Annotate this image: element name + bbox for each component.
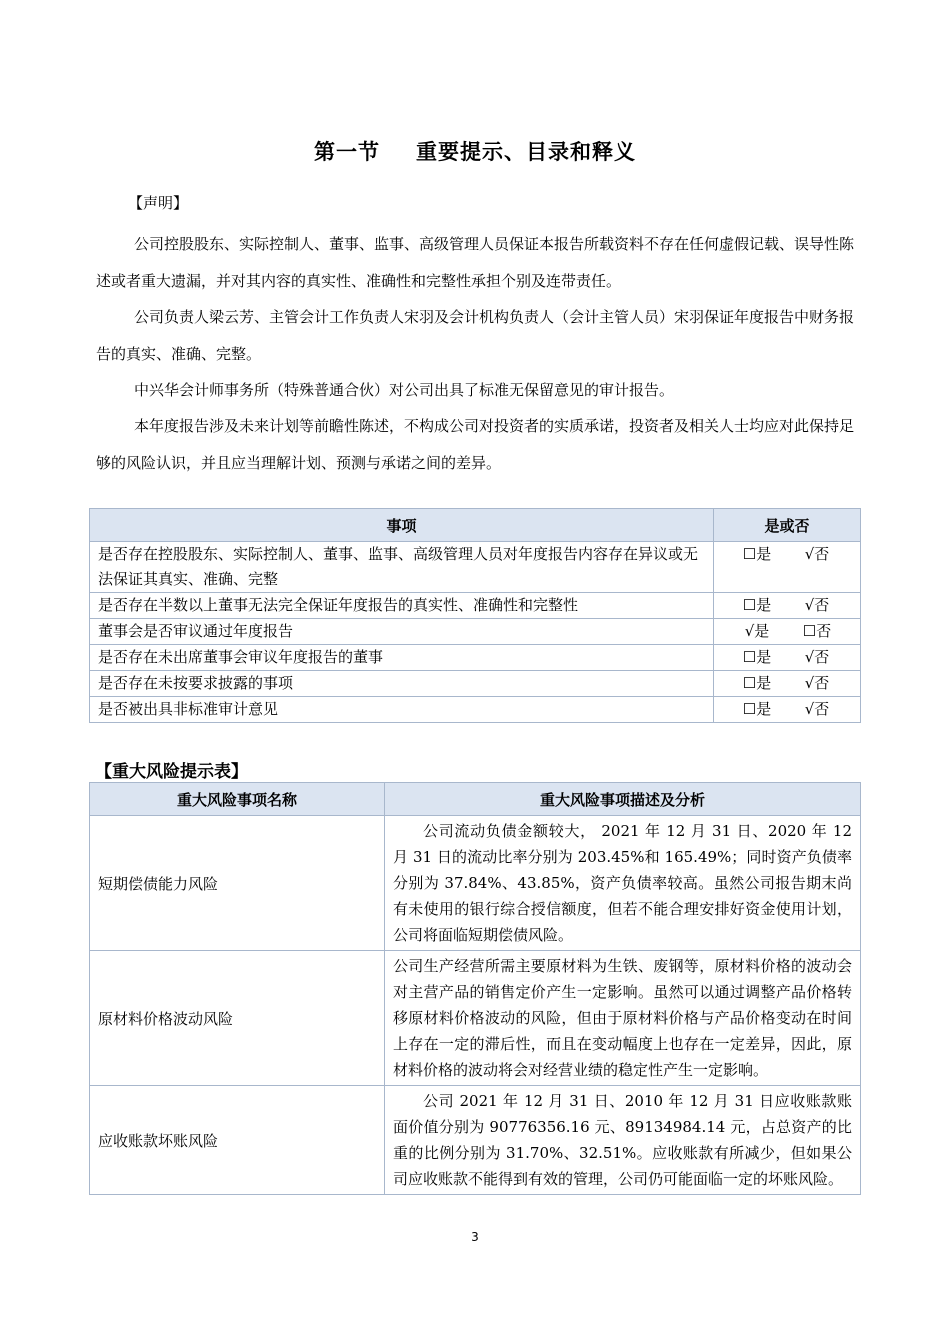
declaration-item: 是否存在未出席董事会审议年度报告的董事	[90, 645, 714, 671]
table-row	[90, 593, 861, 619]
header-risk-name: 重大风险事项名称	[90, 783, 385, 816]
no-checkbox: ☐否	[802, 622, 832, 640]
no-checkbox: √否	[804, 545, 830, 563]
declaration-item: 董事会是否审议通过年度报告	[90, 619, 714, 645]
statement-paragraph-3: 中兴华会计师事务所（特殊普通合伙）对公司出具了标准无保留意见的审计报告。	[134, 381, 675, 399]
table-row	[90, 951, 861, 1086]
no-checkbox: √否	[804, 648, 830, 666]
declaration-answer	[714, 619, 861, 645]
declaration-table	[89, 508, 861, 723]
header-risk-description: 重大风险事项描述及分析	[385, 783, 861, 816]
table-row	[90, 1086, 861, 1195]
risk-description: 公司 2021 年 12 月 31 日、2010 年 12 月 31 日应收账款账面价值分别为 90776356.16 元、89134984.14 元，占总资产的比重的比例分别为 31.70%、32.51%。应收账款有所减少，但如果公司应收账款不能得到有效的管理，公司仍可能面临一定的坏账风险。	[385, 1086, 861, 1195]
yes-checkbox: ☐是	[742, 648, 772, 666]
table-row	[90, 645, 861, 671]
risk-table	[89, 782, 861, 1195]
table-row	[90, 697, 861, 723]
no-checkbox: √否	[804, 700, 830, 718]
header-item: 事项	[90, 509, 714, 542]
risk-header-row	[90, 783, 861, 816]
table-row	[90, 619, 861, 645]
statement-heading: 【声明】	[128, 194, 189, 212]
yes-checkbox: ☐是	[742, 596, 772, 614]
yes-checkbox: ☐是	[742, 674, 772, 692]
section-number: 第一节	[314, 140, 380, 164]
table-row	[90, 816, 861, 951]
statement-paragraph-2: 公司负责人梁云芳、主管会计工作负责人宋羽及会计机构负责人（会计主管人员）宋羽保证年度报告中财务报告的真实、准确、完整。	[96, 308, 855, 363]
section-title: 重要提示、目录和释义	[416, 140, 636, 164]
declaration-item: 是否被出具非标准审计意见	[90, 697, 714, 723]
no-checkbox: √否	[804, 596, 830, 614]
statement-paragraph-4: 本年度报告涉及未来计划等前瞻性陈述，不构成公司对投资者的实质承诺，投资者及相关人士均应对此保持足够的风险认识，并且应当理解计划、预测与承诺之间的差异。	[96, 417, 855, 472]
declaration-answer	[714, 542, 861, 593]
page-title	[0, 136, 950, 166]
risk-description: 公司生产经营所需主要原材料为生铁、废钢等，原材料价格的波动会对主营产品的销售定价产生一定影响。虽然可以通过调整产品价格转移原材料价格波动的风险，但由于原材料价格与产品价格变动在时间上存在一定的滞后性，而且在变动幅度上也存在一定差异，因此，原材料价格的波动将会对经营业绩的稳定性产生一定影响。	[385, 951, 861, 1086]
risk-name: 应收账款坏账风险	[90, 1086, 385, 1195]
declaration-item: 是否存在半数以上董事无法完全保证年度报告的真实性、准确性和完整性	[90, 593, 714, 619]
risk-name: 原材料价格波动风险	[90, 951, 385, 1086]
declaration-item: 是否存在控股股东、实际控制人、董事、监事、高级管理人员对年度报告内容存在异议或无法保证其真实、准确、完整	[90, 542, 714, 593]
table-row	[90, 671, 861, 697]
declaration-answer	[714, 671, 861, 697]
statement-paragraph-1: 公司控股股东、实际控制人、董事、监事、高级管理人员保证本报告所载资料不存在任何虚假记载、误导性陈述或者重大遗漏，并对其内容的真实性、准确性和完整性承担个别及连带责任。	[96, 235, 855, 290]
risk-description: 公司流动负债金额较大， 2021 年 12 月 31 日、2020 年 12 月 31 日的流动比率分别为 203.45%和 165.49%；同时资产负债率分别为 37.84%、43.85%，资产负债率较高。虽然公司报告期末尚有未使用的银行综合授信额度，但若不能合理安排好资金使用计划，公司将面临短期偿债风险。	[385, 816, 861, 951]
yes-checkbox: ☐是	[742, 545, 772, 563]
table-row	[90, 542, 861, 593]
header-yes-no: 是或否	[714, 509, 861, 542]
risk-table-heading: 【重大风险提示表】	[95, 762, 248, 782]
declaration-item: 是否存在未按要求披露的事项	[90, 671, 714, 697]
risk-name: 短期偿债能力风险	[90, 816, 385, 951]
declaration-answer	[714, 645, 861, 671]
yes-checkbox: ☐是	[742, 700, 772, 718]
page-number: 3	[471, 1230, 479, 1244]
declaration-header-row	[90, 509, 861, 542]
yes-checkbox: √是	[744, 622, 770, 640]
declaration-answer	[714, 593, 861, 619]
no-checkbox: √否	[804, 674, 830, 692]
declaration-answer	[714, 697, 861, 723]
